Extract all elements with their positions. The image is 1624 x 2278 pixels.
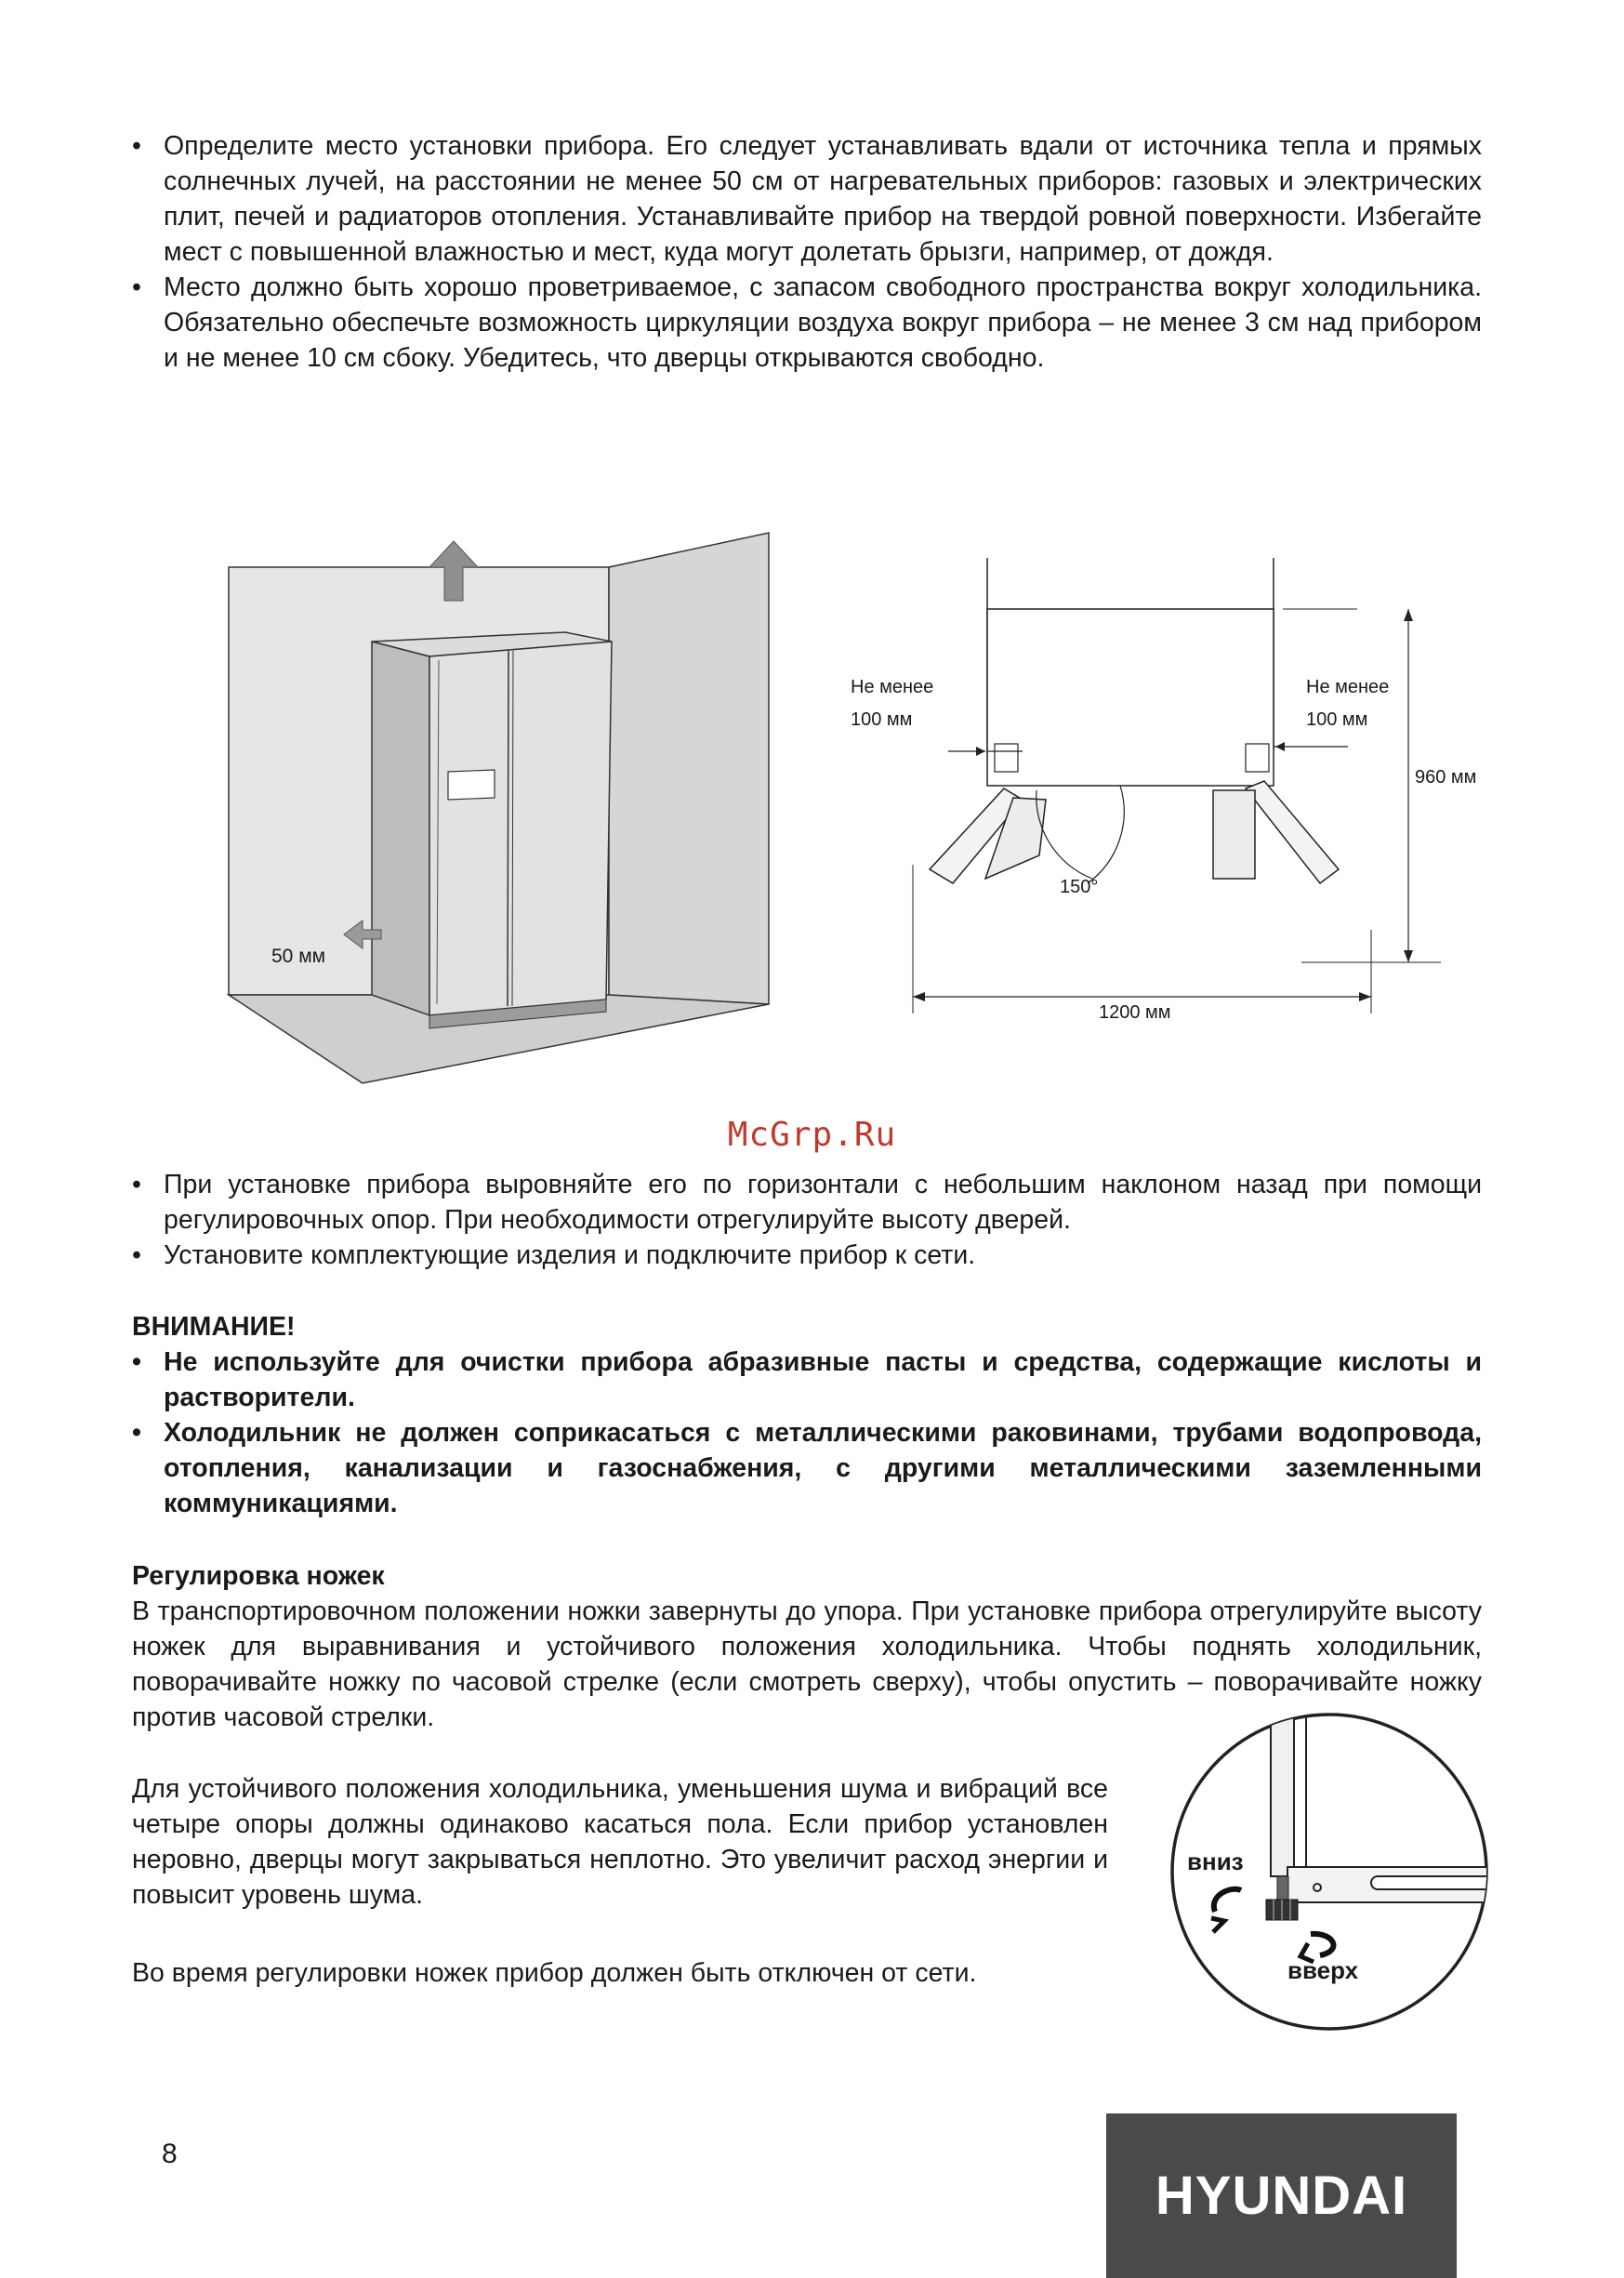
- legs-paragraph-3: Во время регулировки ножек прибор должен быть отключен от сети.: [132, 1958, 977, 1988]
- attention-section: [132, 1309, 1482, 1521]
- left-clearance-line1: Не менее: [851, 677, 934, 697]
- legs-text-3: [132, 1955, 1108, 1991]
- install-bullet-1: • При установке прибора выровняйте его по горизонтали с небольшим наклоном назад при помощи регулировочных опор. При необходимости отрегулируйте высоту дверей.: [132, 1167, 1482, 1238]
- install-bullet-2: • Установите комплектующие изделия и подключите прибор к сети.: [132, 1238, 1482, 1273]
- up-label: вверх: [1287, 1956, 1359, 1984]
- top-view-diagram: [837, 549, 1477, 1051]
- install-section: [132, 1167, 1482, 1273]
- page-number: 8: [162, 2139, 178, 2169]
- width-label: 1200 мм: [1099, 1002, 1171, 1023]
- attention-bullet-2: • Холодильник не должен соприкасаться с металлическими раковинами, трубами водопровода, отопления, канализации и газоснабжения, с другими металлическими заземленными коммуникациями.: [132, 1415, 1482, 1521]
- watermark: McGrp.Ru: [727, 1116, 897, 1154]
- legs-title: Регулировка ножек: [132, 1561, 385, 1591]
- intro-bullet-2: • Место должно быть хорошо проветриваемое, с запасом свободного пространства вокруг холодильника. Обязательно обеспечьте возможность циркуляции воздуха вокруг прибора – не менее 3 см над прибором и не менее 10 см сбоку. Убедитесь, что дверцы открываются свободно.: [132, 270, 1482, 376]
- legs-text-2: [132, 1771, 1108, 1913]
- angle-label: 150°: [1060, 877, 1099, 897]
- left-clearance-line2: 100 мм: [851, 709, 913, 730]
- brand-logo: [1106, 2113, 1457, 2278]
- legs-paragraph-1: В транспортировочном положении ножки завернуты до упора. При установке прибора отрегулируйте высоту ножек для выравнивания и устойчивого положения холодильника. Чтобы поднять холодильник, поворачивайте ножку по часовой стрелке (если смотреть сверху), чтобы опустить – поворачивайте ножку против часовой стрелки.: [132, 1596, 1482, 1732]
- down-label: вниз: [1187, 1848, 1244, 1875]
- room-illustration: [214, 521, 790, 1097]
- leg-adjust-illustration: [1167, 1709, 1492, 2034]
- intro-bullet-1: • Определите место установки прибора. Его следует устанавливать вдали от источника тепла и прямых солнечных лучей, на расстоянии не менее 50 см от нагревательных приборов: газовых и электрических плит, печей и радиаторов отопления. Устанавливайте прибор на твердой ровной поверхности. Избегайте мест с повышенной влажностью и мест, куда могут долетать брызги, например, от дождя.: [132, 128, 1482, 270]
- attention-bullet-1: • Не используйте для очистки прибора абразивные пасты и средства, содержащие кислоты и растворители.: [132, 1344, 1482, 1415]
- right-clearance-line1: Не менее: [1306, 677, 1390, 697]
- attention-title: ВНИМАНИЕ!: [132, 1312, 296, 1342]
- right-clearance-line2: 100 мм: [1306, 709, 1368, 730]
- legs-paragraph-2: Для устойчивого положения холодильника, уменьшения шума и вибраций все четыре опоры должны одинаково касаться пола. Если прибор установлен неровно, дверцы могут закрываться неплотно. Это увеличит расход энергии и повысит уровень шума.: [132, 1774, 1108, 1910]
- depth-label: 960 мм: [1415, 767, 1477, 788]
- brand-logo-text: HYUNDAI: [1155, 2165, 1408, 2226]
- room-gap-label: 50 мм: [271, 946, 326, 967]
- intro-section: [132, 128, 1482, 376]
